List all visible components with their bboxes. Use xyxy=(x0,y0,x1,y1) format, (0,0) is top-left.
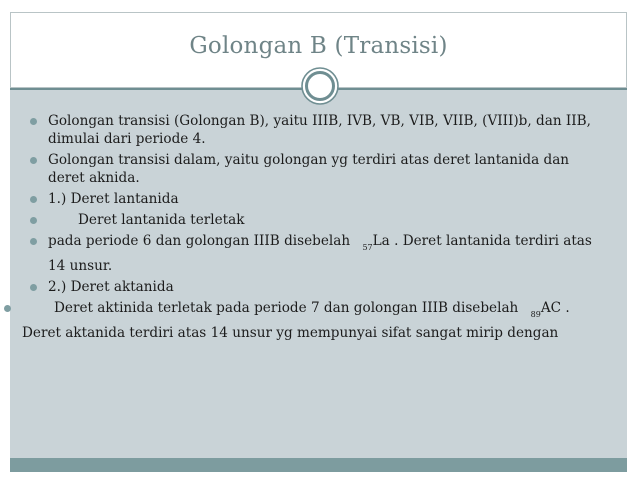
bullet-icon xyxy=(30,157,37,164)
bullet-text: Deret lantanida terletak xyxy=(78,212,245,228)
bullet-text-pre: pada periode 6 dan golongan IIIB disebelah xyxy=(48,233,355,249)
bullet-icon xyxy=(30,217,37,224)
list-item xyxy=(10,232,610,275)
bullet-icon xyxy=(30,118,37,125)
bullet-text: 2.) Deret aktanida xyxy=(48,279,174,295)
list-item xyxy=(10,151,610,187)
bullet-icon xyxy=(30,196,37,203)
atomic-number-subscript: 89 xyxy=(530,310,541,319)
list-item xyxy=(10,299,610,342)
slide-title: Golongan B (Transisi) xyxy=(189,33,448,59)
bullet-icon xyxy=(30,238,37,245)
list-item xyxy=(10,278,610,296)
footer-bar xyxy=(10,458,627,472)
bullet-icon xyxy=(4,305,11,312)
circle-ornament-icon xyxy=(300,66,340,106)
bullet-icon xyxy=(30,284,37,291)
bullet-text-pre: Deret aktinida terletak pada periode 7 dan golongan IIIB disebelah xyxy=(54,300,523,316)
list-item xyxy=(10,112,610,148)
bullet-text-post: AC . Deret aktanida terdiri atas 14 unsur yg mempunyai sifat sangat mirip dengan xyxy=(22,300,570,341)
bullet-text: 1.) Deret lantanida xyxy=(48,191,179,207)
list-item xyxy=(10,211,610,229)
bullet-text: Golongan transisi dalam, yaitu golongan yg terdiri atas deret lantanida dan deret aknida. xyxy=(48,152,570,186)
list-item xyxy=(10,190,610,208)
atomic-number-subscript: 57 xyxy=(362,243,373,252)
bullet-list xyxy=(10,112,610,345)
bullet-text-post: La . Deret lantanida terdiri atas 14 unsur. xyxy=(48,233,592,274)
content-area xyxy=(10,90,627,458)
bullet-text: Golongan transisi (Golongan B), yaitu IIIB, IVB, VB, VIB, VIIB, (VIII)b, dan IIB, dimulai dari periode 4. xyxy=(48,113,591,147)
